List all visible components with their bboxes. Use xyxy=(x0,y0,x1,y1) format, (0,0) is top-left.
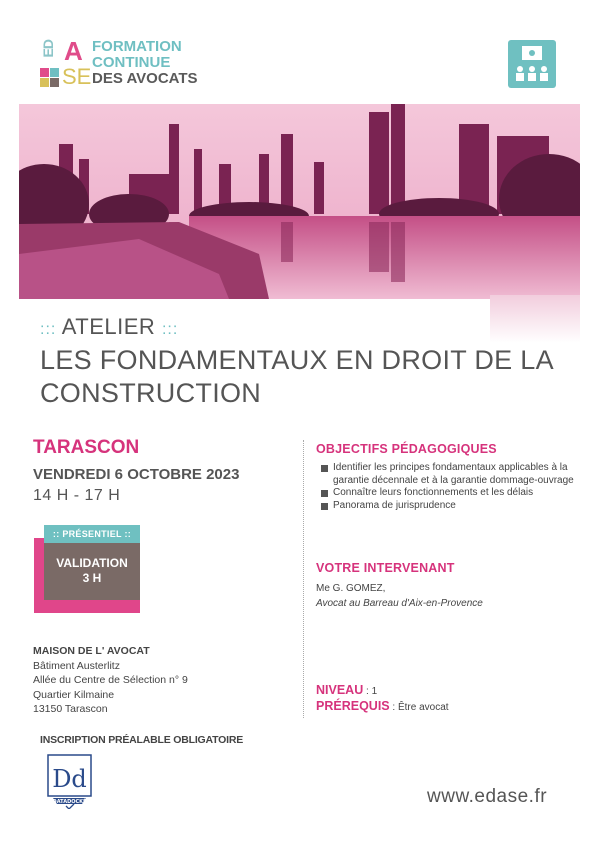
objectives-list xyxy=(321,462,581,512)
level-info xyxy=(316,683,377,697)
edase-logo xyxy=(40,38,220,90)
validation-label: VALIDATION xyxy=(56,556,128,570)
logo-line-1: FORMATION xyxy=(92,38,182,55)
speaker-role: Avocat au Barreau d'Aix-en-Provence xyxy=(316,598,483,609)
column-divider xyxy=(303,440,304,718)
venue-name: MAISON DE L' AVOCAT xyxy=(33,645,150,657)
list-item: Connaître leurs fonctionnements et les délais xyxy=(321,487,581,500)
prerequisites-info xyxy=(316,699,449,713)
logo-text xyxy=(92,39,198,87)
address-line-1: Bâtiment Austerlitz xyxy=(33,659,120,672)
event-type-label: ATELIER xyxy=(61,314,156,339)
datadock-label: DATADOCKÉ xyxy=(52,799,87,805)
logo-line-3: DES AVOCATS xyxy=(92,70,198,87)
page-title: LES FONDAMENTAUX EN DROIT DE LA CONSTRUCTION xyxy=(40,345,553,408)
event-city: TARASCON xyxy=(33,437,140,458)
speaker-name: Me G. GOMEZ, xyxy=(316,583,386,594)
list-item: Identifier les principes fondamentaux applicables à la garantie décennale et à la garantie dommage-ouvrage xyxy=(321,462,581,487)
hero-fade xyxy=(490,295,580,343)
dots-left: ::: xyxy=(40,321,57,338)
logo-letter-e: ED xyxy=(40,40,56,58)
logo-mark xyxy=(40,36,92,90)
registration-notice: INSCRIPTION PRÉALABLE OBLIGATOIRE xyxy=(40,734,244,746)
presentation-icon xyxy=(508,40,556,88)
objectives-heading: OBJECTIFS PÉDAGOGIQUES xyxy=(316,442,497,456)
logo-letter-a: A xyxy=(64,36,83,66)
speaker-heading: VOTRE INTERVENANT xyxy=(316,561,455,575)
logo-line-2: CONTINUE xyxy=(92,54,171,71)
event-type xyxy=(40,314,178,340)
datadock-mark: Dd xyxy=(52,765,87,793)
level-value: : 1 xyxy=(363,686,378,697)
logo-letters-se: SE xyxy=(62,64,92,89)
prerequisites-value: : Être avocat xyxy=(389,702,449,713)
event-date: VENDREDI 6 OCTOBRE 2023 xyxy=(33,466,240,483)
city-skyline-photo xyxy=(19,104,580,299)
validation-hours: 3 H xyxy=(82,571,102,585)
level-label: NIVEAU xyxy=(316,683,364,697)
venue-address xyxy=(33,644,188,717)
website-url[interactable]: www.edase.fr xyxy=(427,786,548,807)
attendance-mode-badge: :: PRÉSENTIEL :: xyxy=(44,525,140,543)
list-item: Panorama de jurisprudence xyxy=(321,500,581,513)
address-line-3: Quartier Kilmaine xyxy=(33,688,115,701)
address-line-4: 13150 Tarascon xyxy=(33,703,108,715)
datadock-logo xyxy=(47,754,92,809)
logo-squares xyxy=(40,68,60,88)
prerequisites-label: PRÉREQUIS xyxy=(316,699,390,713)
address-line-2: Allée du Centre de Sélection n° 9 xyxy=(33,674,188,686)
validation-badge xyxy=(44,543,140,600)
dots-right: ::: xyxy=(161,321,179,338)
event-hours: 14 H - 17 H xyxy=(33,487,121,504)
